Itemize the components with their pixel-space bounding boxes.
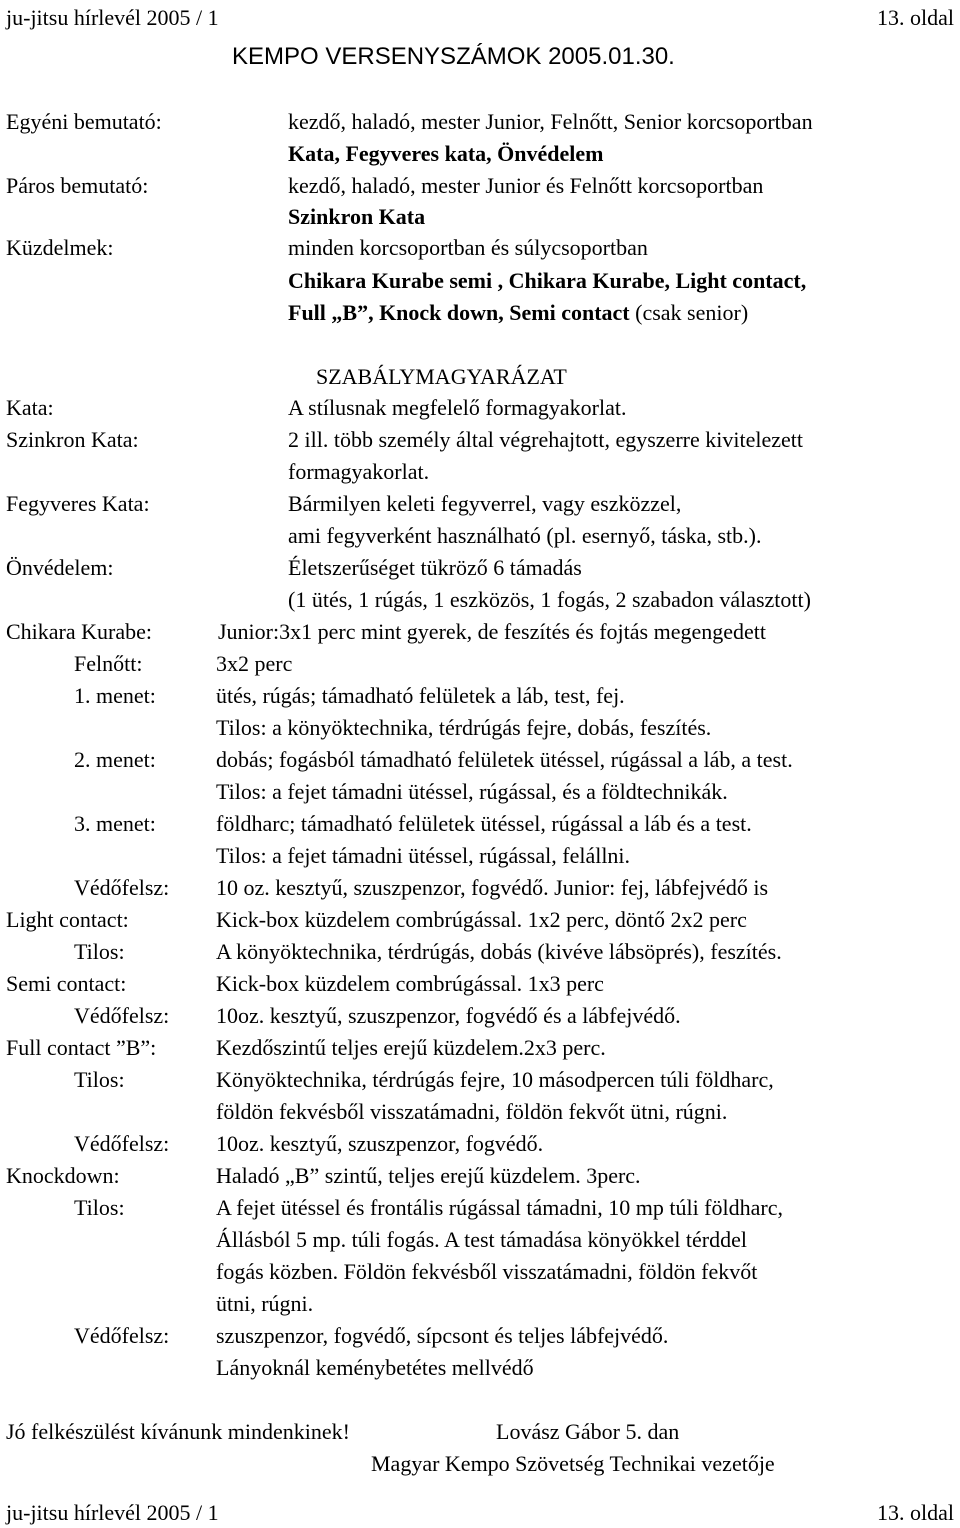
knock-tilos-line-2: Állásból 5 mp. túli fogás. A test támadása könyökkel térddel (216, 1227, 747, 1252)
semi-vedo-label: Védőfelsz: (74, 1003, 170, 1028)
rules-heading: SZABÁLYMAGYARÁZAT (316, 364, 567, 389)
rule-text-onvedelem-2: (1 ütés, 1 rúgás, 1 eszközös, 1 fogás, 2 szabadon választott) (288, 587, 811, 612)
round-2-tilos: Tilos: a fejet támadni ütéssel, rúgással, és a földtechnikák. (216, 779, 728, 804)
light-label: Light contact: (6, 907, 129, 932)
category-events-kuzdelmek-2-tail: (csak senior) (629, 300, 749, 325)
round-1-label: 1. menet: (74, 683, 156, 708)
category-label-egyeni: Egyéni bemutató: (6, 109, 162, 134)
light-tilos-text: A könyöktechnika, térdrúgás, dobás (kivéve lábsöprés), feszítés. (216, 939, 782, 964)
chikara-vedo-text: 10 oz. kesztyű, szuszpenzor, fogvédő. Junior: fej, lábfejvédő is (216, 875, 769, 900)
footer-left: ju-jitsu hírlevél 2005 / 1 (6, 1500, 219, 1525)
header-left: ju-jitsu hírlevél 2005 / 1 (6, 5, 219, 30)
page-title: KEMPO VERSENYSZÁMOK 2005.01.30. (232, 43, 675, 70)
knock-vedo-line-2: Lányoknál keménybetétes mellvédő (216, 1355, 534, 1380)
round-3-text: földharc; támadható felületek ütéssel, rúgással a láb és a test. (216, 811, 752, 836)
category-label-paros: Páros bemutató: (6, 173, 149, 198)
knock-tilos-line-3: fogás közben. Földön fekvésből visszatámadni, földön fekvőt (216, 1259, 758, 1284)
rule-label-onvedelem: Önvédelem: (6, 555, 114, 580)
rule-text-szinkron: 2 ill. több személy által végrehajtott, egyszerre kivitelezett (288, 427, 803, 452)
rule-label-fegyveres: Fegyveres Kata: (6, 491, 150, 516)
round-3-tilos: Tilos: a fejet támadni ütéssel, rúgással, felállni. (216, 843, 631, 868)
rule-text-fegyveres: Bármilyen keleti fegyverrel, vagy eszközzel, (288, 491, 682, 516)
closing-greeting: Jó felkészülést kívánunk mindenkinek! (6, 1419, 350, 1444)
rule-text-szinkron-2: formagyakorlat. (288, 459, 430, 484)
full-text: Kezdőszintű teljes erejű küzdelem.2x3 perc. (216, 1035, 606, 1060)
full-tilos-text-2: földön fekvésből visszatámadni, földön fekvőt ütni, rúgni. (216, 1099, 728, 1124)
knock-vedo-label: Védőfelsz: (74, 1323, 170, 1348)
rule-text-kata: A stílusnak megfelelő formagyakorlat. (288, 395, 627, 420)
round-1-tilos: Tilos: a könyöktechnika, térdrúgás fejre, dobás, feszítés. (216, 715, 712, 740)
knock-label: Knockdown: (6, 1163, 120, 1188)
knock-text: Haladó „B” szintű, teljes erejű küzdelem. 3perc. (216, 1163, 641, 1188)
category-text-paros: kezdő, haladó, mester Junior és Felnőtt korcsoportban (288, 173, 764, 198)
closing-signature-name: Lovász Gábor 5. dan (496, 1419, 680, 1444)
semi-label: Semi contact: (6, 971, 127, 996)
round-2-text: dobás; fogásból támadható felületek ütéssel, rúgással a láb, a test. (216, 747, 793, 772)
chikara-junior-text: Junior:3x1 perc mint gyerek, de feszítés és fojtás megengedett (218, 619, 766, 644)
light-text: Kick-box küzdelem combrúgással. 1x2 perc, döntő 2x2 perc (216, 907, 747, 932)
rule-text-onvedelem: Életszerűséget tükröző 6 támadás (288, 555, 582, 580)
knock-vedo-line-1: szuszpenzor, fogvédő, sípcsont és teljes lábfejvédő. (216, 1323, 669, 1348)
round-2-label: 2. menet: (74, 747, 156, 772)
chikara-vedo-label: Védőfelsz: (74, 875, 170, 900)
rule-label-kata: Kata: (6, 395, 54, 420)
category-events-kuzdelmek: Chikara Kurabe semi , Chikara Kurabe, Light contact, (288, 268, 807, 293)
category-events-kuzdelmek-2-bold: Full „B”, Knock down, Semi contact (288, 300, 630, 325)
knock-tilos-label: Tilos: (74, 1195, 125, 1220)
category-events-kuzdelmek-2 (288, 297, 748, 328)
header-page-number: 13. oldal (877, 5, 954, 30)
chikara-label: Chikara Kurabe: (6, 619, 152, 644)
full-tilos-label: Tilos: (74, 1067, 125, 1092)
knock-tilos-line-1: A fejet ütéssel és frontális rúgással támadni, 10 mp túli földharc, (216, 1195, 783, 1220)
footer-page-number: 13. oldal (877, 1500, 954, 1525)
full-label: Full contact ”B”: (6, 1035, 157, 1060)
chikara-felnott-text: 3x2 perc (216, 651, 293, 676)
closing-signature-org: Magyar Kempo Szövetség Technikai vezetője (371, 1451, 775, 1476)
round-3-label: 3. menet: (74, 811, 156, 836)
category-label-kuzdelmek: Küzdelmek: (6, 235, 114, 260)
full-tilos-text: Könyöktechnika, térdrúgás fejre, 10 másodpercen túli földharc, (216, 1067, 774, 1092)
semi-vedo-text: 10oz. kesztyű, szuszpenzor, fogvédő és a lábfejvédő. (216, 1003, 681, 1028)
light-tilos-label: Tilos: (74, 939, 125, 964)
category-events-egyeni: Kata, Fegyveres kata, Önvédelem (288, 141, 604, 166)
rule-text-fegyveres-2: ami fegyverként használható (pl. esernyő, táska, stb.). (288, 523, 762, 548)
full-vedo-text: 10oz. kesztyű, szuszpenzor, fogvédő. (216, 1131, 544, 1156)
category-text-kuzdelmek: minden korcsoportban és súlycsoportban (288, 235, 648, 260)
round-1-text: ütés, rúgás; támadható felületek a láb, test, fej. (216, 683, 625, 708)
chikara-felnott-label: Felnőtt: (74, 651, 143, 676)
category-events-paros: Szinkron Kata (288, 204, 426, 229)
knock-tilos-line-4: ütni, rúgni. (216, 1291, 314, 1316)
semi-text: Kick-box küzdelem combrúgással. 1x3 perc (216, 971, 604, 996)
full-vedo-label: Védőfelsz: (74, 1131, 170, 1156)
category-text-egyeni: kezdő, haladó, mester Junior, Felnőtt, Senior korcsoportban (288, 109, 813, 134)
rule-label-szinkron: Szinkron Kata: (6, 427, 139, 452)
